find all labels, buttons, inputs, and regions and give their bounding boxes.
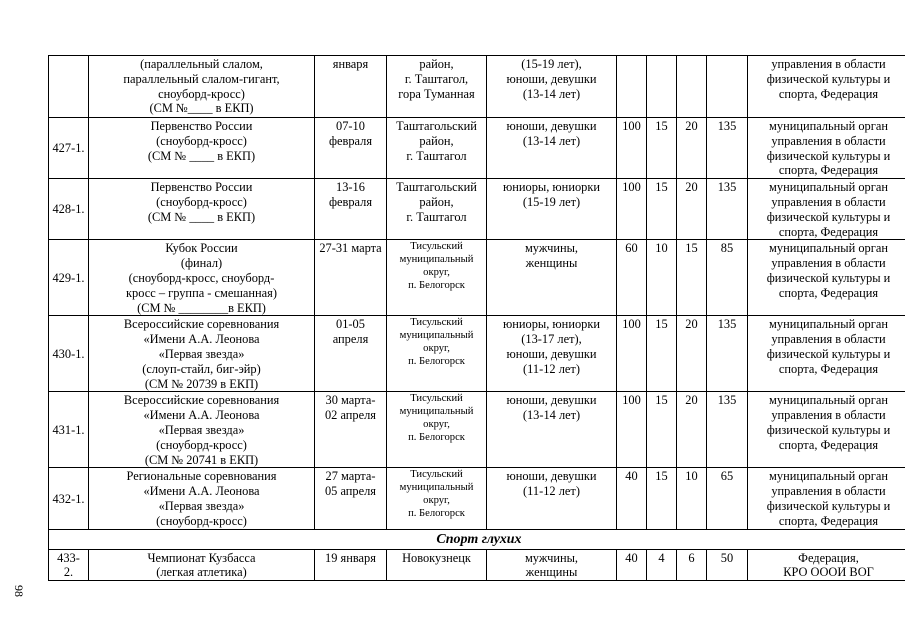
count-col-4: 135 bbox=[707, 392, 748, 468]
row-number bbox=[49, 56, 89, 118]
count-col-4: 65 bbox=[707, 468, 748, 529]
count-col-1: 100 bbox=[617, 316, 647, 392]
count-col-2: 15 bbox=[647, 118, 677, 179]
event-place: Таштагольский район, г. Таштагол bbox=[387, 118, 487, 179]
count-col-4: 135 bbox=[707, 179, 748, 240]
count-col-2 bbox=[647, 56, 677, 118]
count-col-3: 15 bbox=[677, 240, 707, 316]
row-number: 428-1. bbox=[49, 179, 89, 240]
count-col-2: 15 bbox=[647, 179, 677, 240]
table-row bbox=[49, 468, 905, 529]
table-row bbox=[49, 316, 905, 392]
table-row bbox=[49, 549, 905, 581]
count-col-3: 20 bbox=[677, 392, 707, 468]
page-number: 98 bbox=[12, 585, 26, 597]
row-number: 431-1. bbox=[49, 392, 89, 468]
count-col-1: 100 bbox=[617, 118, 647, 179]
event-organizer: муниципальный орган управления в области физической культуры и спорта, Федерация bbox=[748, 392, 905, 468]
event-dates: января bbox=[315, 56, 387, 118]
event-participants: мужчины, женщины bbox=[487, 549, 617, 581]
event-dates: 27 марта- 05 апреля bbox=[315, 468, 387, 529]
count-col-2: 15 bbox=[647, 392, 677, 468]
event-participants: юниоры, юниорки (15-19 лет) bbox=[487, 179, 617, 240]
count-col-3: 6 bbox=[677, 549, 707, 581]
event-dates: 01-05 апреля bbox=[315, 316, 387, 392]
row-number: 430-1. bbox=[49, 316, 89, 392]
event-participants: юноши, девушки (13-14 лет) bbox=[487, 392, 617, 468]
section-title: Спорт глухих bbox=[49, 529, 905, 549]
count-col-4: 135 bbox=[707, 118, 748, 179]
event-organizer: Федерация, КРО ОООИ ВОГ bbox=[748, 549, 905, 581]
event-dates: 19 января bbox=[315, 549, 387, 581]
event-participants: мужчины, женщины bbox=[487, 240, 617, 316]
event-place: Тисульский муниципальный округ, п. Белогорск bbox=[387, 468, 487, 529]
count-col-1: 100 bbox=[617, 392, 647, 468]
section-row bbox=[49, 529, 905, 549]
event-participants: юниоры, юниорки (13-17 лет), юноши, девушки (11-12 лет) bbox=[487, 316, 617, 392]
event-name: Всероссийские соревнования «Имени А.А. Леонова «Первая звезда» (сноуборд-кросс) (СМ № 20741 в ЕКП) bbox=[89, 392, 315, 468]
count-col-3: 10 bbox=[677, 468, 707, 529]
table-row bbox=[49, 56, 905, 118]
count-col-1: 40 bbox=[617, 468, 647, 529]
count-col-1: 40 bbox=[617, 549, 647, 581]
event-dates: 30 марта- 02 апреля bbox=[315, 392, 387, 468]
table-row bbox=[49, 118, 905, 179]
event-dates: 27-31 марта bbox=[315, 240, 387, 316]
count-col-4: 85 bbox=[707, 240, 748, 316]
count-col-3: 20 bbox=[677, 118, 707, 179]
event-place: район, г. Таштагол, гора Туманная bbox=[387, 56, 487, 118]
count-col-2: 15 bbox=[647, 468, 677, 529]
table-row bbox=[49, 392, 905, 468]
event-organizer: муниципальный орган управления в области физической культуры и спорта, Федерация bbox=[748, 179, 905, 240]
count-col-1: 60 bbox=[617, 240, 647, 316]
event-name: Региональные соревнования «Имени А.А. Леонова «Первая звезда» (сноуборд-кросс) bbox=[89, 468, 315, 529]
event-place: Таштагольский район, г. Таштагол bbox=[387, 179, 487, 240]
events-table bbox=[48, 55, 905, 581]
table-body bbox=[49, 56, 905, 581]
event-organizer: муниципальный орган управления в области физической культуры и спорта, Федерация bbox=[748, 468, 905, 529]
count-col-3: 20 bbox=[677, 179, 707, 240]
count-col-2: 10 bbox=[647, 240, 677, 316]
event-dates: 13-16 февраля bbox=[315, 179, 387, 240]
event-name: Чемпионат Кузбасса (легкая атлетика) bbox=[89, 549, 315, 581]
event-place: Новокузнецк bbox=[387, 549, 487, 581]
count-col-4: 50 bbox=[707, 549, 748, 581]
count-col-2: 15 bbox=[647, 316, 677, 392]
count-col-4 bbox=[707, 56, 748, 118]
event-organizer: муниципальный орган управления в области физической культуры и спорта, Федерация bbox=[748, 316, 905, 392]
event-name: Первенство России (сноуборд-кросс) (СМ № ____ в ЕКП) bbox=[89, 179, 315, 240]
count-col-3 bbox=[677, 56, 707, 118]
event-name: (параллельный слалом, параллельный слалом-гигант, сноуборд-кросс) (СМ №____ в ЕКП) bbox=[89, 56, 315, 118]
count-col-3: 20 bbox=[677, 316, 707, 392]
row-number: 427-1. bbox=[49, 118, 89, 179]
event-organizer: муниципальный орган управления в области физической культуры и спорта, Федерация bbox=[748, 118, 905, 179]
event-participants: юноши, девушки (13-14 лет) bbox=[487, 118, 617, 179]
event-name: Всероссийские соревнования «Имени А.А. Леонова «Первая звезда» (слоуп-стайл, биг-эйр) (СМ № 20739 в ЕКП) bbox=[89, 316, 315, 392]
count-col-4: 135 bbox=[707, 316, 748, 392]
event-place: Тисульский муниципальный округ, п. Белогорск bbox=[387, 240, 487, 316]
event-name: Первенство России (сноуборд-кросс) (СМ № ____ в ЕКП) bbox=[89, 118, 315, 179]
row-number: 429-1. bbox=[49, 240, 89, 316]
row-number: 432-1. bbox=[49, 468, 89, 529]
count-col-1: 100 bbox=[617, 179, 647, 240]
event-participants: (15-19 лет), юноши, девушки (13-14 лет) bbox=[487, 56, 617, 118]
event-organizer: муниципальный орган управления в области физической культуры и спорта, Федерация bbox=[748, 240, 905, 316]
event-participants: юноши, девушки (11-12 лет) bbox=[487, 468, 617, 529]
event-name: Кубок России (финал) (сноуборд-кросс, сноуборд- кросс – группа - смешанная) (СМ № ________в ЕКП) bbox=[89, 240, 315, 316]
event-place: Тисульский муниципальный округ, п. Белогорск bbox=[387, 392, 487, 468]
table-row bbox=[49, 179, 905, 240]
count-col-2: 4 bbox=[647, 549, 677, 581]
count-col-1 bbox=[617, 56, 647, 118]
event-organizer: управления в области физической культуры и спорта, Федерация bbox=[748, 56, 905, 118]
event-dates: 07-10 февраля bbox=[315, 118, 387, 179]
event-place: Тисульский муниципальный округ, п. Белогорск bbox=[387, 316, 487, 392]
row-number: 433- 2. bbox=[49, 549, 89, 581]
table-row bbox=[49, 240, 905, 316]
